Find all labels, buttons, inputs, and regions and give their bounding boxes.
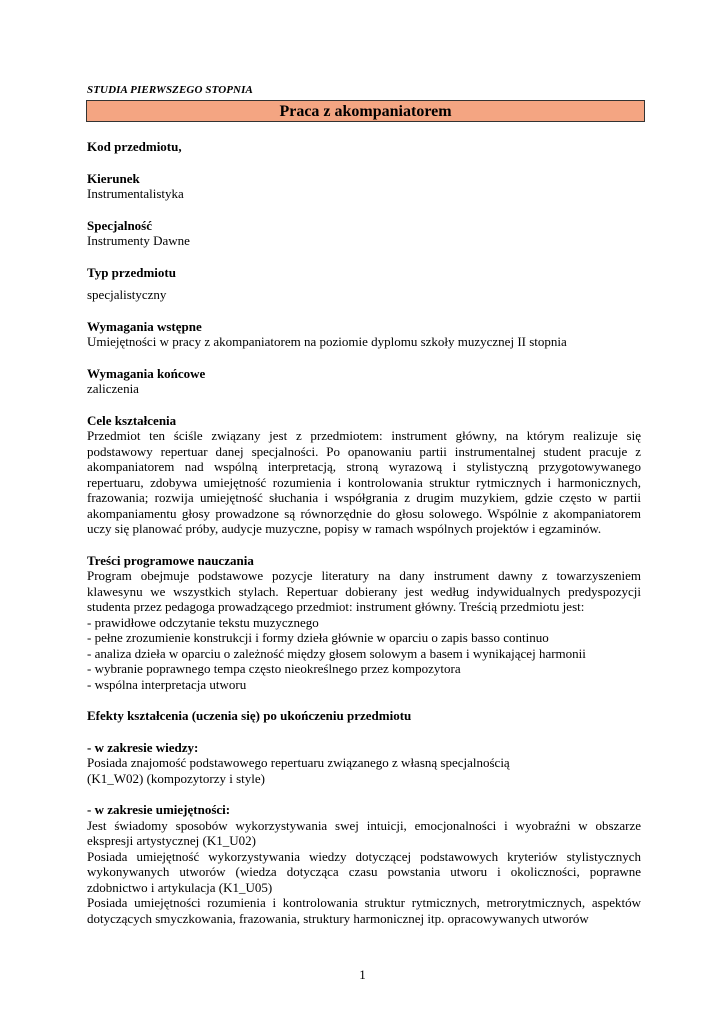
wymagania-koncowe-value: zaliczenia	[87, 381, 139, 396]
document-body	[87, 139, 641, 942]
section-wymagania-wstepne	[87, 319, 641, 350]
section-efekty	[87, 708, 641, 724]
umiejetnosci-label: - w zakresie umiejętności:	[87, 802, 231, 817]
section-wiedza	[87, 740, 641, 787]
list-item: - wybranie poprawnego tempa często nieokreślnego przez kompozytora	[87, 661, 461, 676]
section-tresci	[87, 553, 641, 693]
cele-label: Cele kształcenia	[87, 412, 177, 428]
kierunek-label: Kierunek	[87, 170, 140, 186]
tresci-label: Treści programowe nauczania	[87, 552, 254, 568]
section-umiejetnosci	[87, 802, 641, 926]
wymagania-wstepne-label: Wymagania wstępne	[87, 318, 202, 334]
section-cele	[87, 413, 641, 537]
section-specjalnosc	[87, 218, 641, 249]
study-level-header: STUDIA PIERWSZEGO STOPNIA	[87, 84, 253, 96]
typ-label: Typ przedmiotu	[87, 264, 176, 280]
typ-value: specjalistyczny	[87, 287, 167, 302]
section-typ	[87, 265, 641, 303]
list-item: - pełne zrozumienie konstrukcji i formy dzieła głównie w oparciu o zapis basso continuo	[87, 630, 549, 645]
document-title: Praca z akompaniatorem	[86, 100, 645, 122]
specjalnosc-label: Specjalność	[87, 217, 152, 233]
page-number: 1	[359, 967, 366, 982]
umiejetnosci-item-2: Posiada umiejętność wykorzystywania wiedzy dotyczącej podstawowych kryteriów stylistycznych wykonywanych utworów (wiedza dotycząca czasu powstania utworu i okoliczności, poprawne zdobnictwo i artykulacja (K1_U05)	[87, 848, 641, 895]
wymagania-wstepne-value: Umiejętności w pracy z akompaniatorem na poziomie dyplomu szkoły muzycznej II stopnia	[87, 334, 567, 349]
tresci-intro: Program obejmuje podstawowe pozycje literatury na dany instrument dawny z towarzyszeniem klawesynu we wszystkich stylach. Repertuar dobierany jest według indywidualnych predyspozycji studenta przez pedagoga prowadzącego przedmiot: instrument główny. Treścią przedmiotu jest:	[87, 568, 641, 614]
wymagania-koncowe-label: Wymagania końcowe	[87, 365, 206, 381]
section-kierunek	[87, 171, 641, 202]
section-kod	[87, 139, 641, 155]
list-item: - wspólna interpretacja utworu	[87, 676, 247, 692]
umiejetnosci-item-3: Posiada umiejętności rozumienia i kontrolowania struktur rytmicznych, metrorytmicznych, aspektów dotyczących smyczkowania, frazowania, struktury harmonicznej itp. opracowywanych utworów	[87, 895, 641, 926]
section-wymagania-koncowe	[87, 366, 641, 397]
efekty-label: Efekty kształcenia (uczenia się) po ukończeniu przedmiotu	[87, 708, 412, 723]
specjalnosc-value: Instrumenty Dawne	[87, 233, 190, 248]
umiejetnosci-item-1: Jest świadomy sposobów wykorzystywania swej intuicji, emocjonalności i wyobraźni w obszarze ekspresji artystycznej (K1_U02)	[87, 817, 641, 848]
wiedza-text: Posiada znajomość podstawowego repertuaru związanego z własną specjalnością (K1_W02) (kompozytorzy i style)	[87, 755, 510, 786]
wiedza-label: - w zakresie wiedzy:	[87, 739, 199, 755]
kod-label: Kod przedmiotu,	[87, 139, 182, 154]
list-item: - prawidłowe odczytanie tekstu muzycznego	[87, 614, 319, 630]
kierunek-value: Instrumentalistyka	[87, 186, 184, 201]
list-item: - analiza dzieła w oparciu o zależność między głosem solowym a basem i wynikającej harmonii	[87, 645, 586, 661]
cele-text: Przedmiot ten ściśle związany jest z przedmiotem: instrument główny, na którym realizuje się podstawowy repertuar danej specjalności. Po opanowaniu partii instrumentalnej student pracuje z akompaniatorem nad wspólną interpretacją, stroną wyrazową i stylistyczną przygotowywanego repertuaru, zdobywa umiejętność rozumienia i kontrolowania struktur rytmicznych i harmonicznych, frazowania; rozwija umiejętność słuchania i współgrania z drugim muzykiem, gdzie często w partii akompaniamentu głosy prowadzone są równorzędnie do głosu solowego. Wspólnie z akompaniatorem uczy się planować próby, audycje muzyczne, popisy w ramach wspólnych projektów i egzaminów.	[87, 428, 641, 536]
